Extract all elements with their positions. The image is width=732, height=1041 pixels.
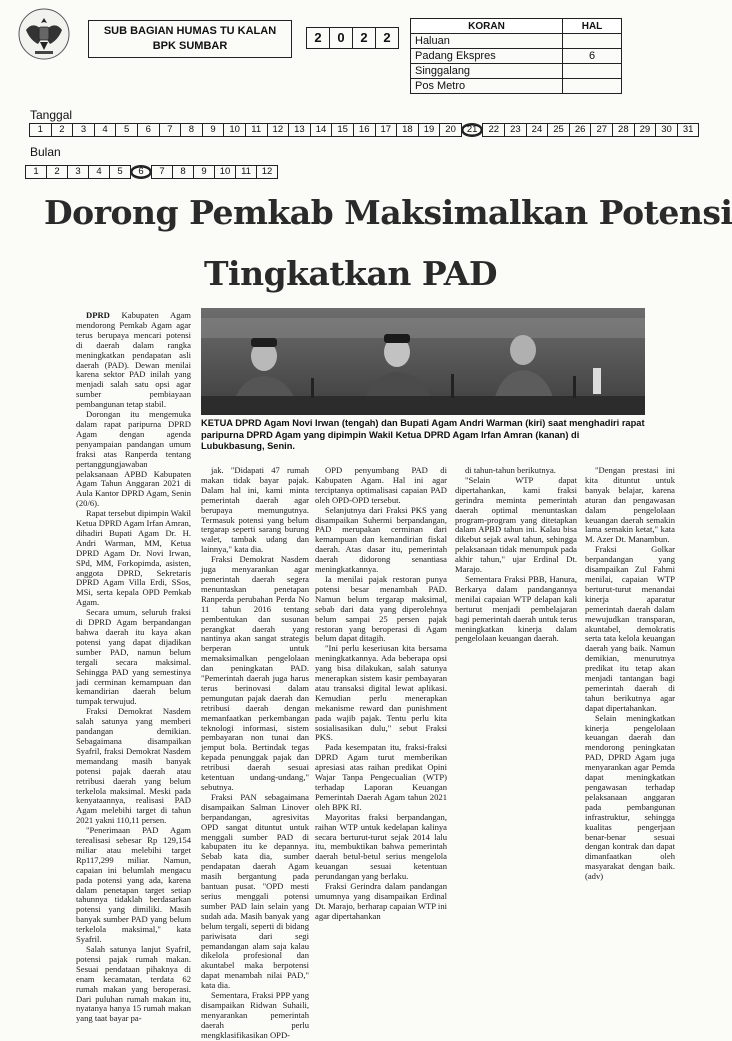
date-number: 28 — [612, 123, 635, 137]
article-paragraph: Pada kesempatan itu, fraksi-fraksi DPRD Agam turut memberikan apresiasi atas raihan predikat Opini Wajar Tanpa Pengecualian (WTP) terhadap Laporan Keuangan Pemerintah Daerah Agam tahun 2021 oleh BPK RI. — [315, 742, 447, 812]
article-column-3 — [315, 465, 447, 921]
article-paragraph: "Dengan prestasi ini kita dituntut untuk banyak belajar, karena aturan dan pengawasan dalam pengelolaan keuangan daerah semakin lama semakin ketat," kata M. Azer Dt. Manambun. — [585, 465, 675, 545]
article-paragraph: Fraksi Demokrat Nasdem salah satunya yang memberi pandangan demikian. Sebagaimana disampaikan Syafril, fraksi Demokrat Nasdem memandang masih banyak potensi pajak daerah atau retribusi daerah yang belum terkelola maksimal. Meski pada kenyataannya, realisasi PAD Agam melebihi target di tahun 2021 yakni 110,11 persen. — [76, 706, 191, 826]
date-number: 17 — [375, 123, 398, 137]
date-number: 19 — [418, 123, 441, 137]
lead-word: DPRD — [86, 310, 110, 320]
article-column-5 — [585, 466, 675, 916]
article-paragraph: DPRD Kabupaten Agam mendorong Pemkab Agam agar terus berupaya mencari potensi di daerah dalam rangka meningkatkan pendapatan asli daerah (PAD). Dewan menilai karena sektor PAD inilah yang menjadi salah satu opsi agar sumber pembiayaan pembangunan tetap stabil. — [76, 310, 191, 410]
year-digit: 2 — [352, 27, 376, 49]
date-number: 7 — [159, 123, 182, 137]
date-number: 3 — [67, 165, 89, 179]
newspaper-page — [563, 34, 622, 49]
date-number: 30 — [655, 123, 678, 137]
date-number: 15 — [331, 123, 354, 137]
date-number: 7 — [151, 165, 173, 179]
article-paragraph: Sementara, Fraksi PPP yang disampaikan Ridwan Suhaili, menyarankan pemerintah daerah perlu mengklasifikasikan OPD- — [201, 990, 309, 1040]
date-number: 14 — [310, 123, 333, 137]
date-number: 31 — [677, 123, 700, 137]
date-number: 1 — [29, 123, 52, 137]
article-paragraph: Selanjutnya dari Fraksi PKS yang disampaikan Suhermi berpandangan, PAD merupakan cerminan dari kemampuan dan kemandirian fiskal daerah. Atas dasar itu, pemerintah daerah didorong senantiasa meningkatkannya. — [315, 504, 447, 575]
newspaper-name: Haluan — [411, 34, 563, 49]
article-photo — [201, 308, 645, 415]
year-digit: 0 — [329, 27, 353, 49]
date-number: 16 — [353, 123, 376, 137]
newspaper-name: Padang Ekspres — [411, 49, 563, 64]
date-number: 8 — [180, 123, 203, 137]
newspaper-name: Singgalang — [411, 64, 563, 79]
date-number: 10 — [223, 123, 246, 137]
tanggal-row — [30, 123, 699, 137]
date-number: 6 — [130, 165, 152, 179]
date-number: 26 — [569, 123, 592, 137]
article-paragraph: "Selain WTP dapat dipertahankan, kami fraksi gerindra meminta pemerintah daerah optimal menuntaskan program-program yang ditetapkan dalam APBD tahun ini. Kalau bisa dikebut sejak awal tahun, sehingga pelaksanaan tidak menumpuk pada akhir tahun," ujar Erdinal Dt. Marajo. — [455, 474, 577, 575]
date-number: 27 — [590, 123, 613, 137]
article-paragraph: Ia menilai pajak restoran punya potensi besar menambah PAD. Namun belum tergarap maksimal, sebab dari data yang diperolehnya belum sampai 25 persen pajak restoran yang beroperasi di Agam belum dapat ditagih. — [315, 573, 447, 644]
date-number: 24 — [526, 123, 549, 137]
bulan-row — [26, 165, 278, 179]
article-paragraph: "Ini perlu keseriusan kita bersama meningkatkannya. Ada beberapa opsi yang bisa dilakukan, salah satunya menerapkan sistem kasir pembayaran atau transaksi digital lewat aplikasi. Kemudian perlu menerapkan mekanisme reward dan punishment pada wajib pajak. Tentu perlu kita sosialisasikan dulu," sebut Fraksi PKS. — [315, 643, 447, 743]
date-number: 10 — [214, 165, 236, 179]
table-row — [411, 79, 622, 94]
date-number: 12 — [267, 123, 290, 137]
date-number: 5 — [115, 123, 138, 137]
date-number: 29 — [634, 123, 657, 137]
date-number: 13 — [288, 123, 311, 137]
article-column-1 — [76, 310, 191, 1024]
photo-caption: KETUA DPRD Agam Novi Irwan (tengah) dan Bupati Agam Andri Warman (kiri) saat menghadiri rapat paripurna DPRD Agam yang dipimpin Wakil Ketua DPRD Agam Irfan Amran (kanan) di Lubukbasung, Senin. — [201, 418, 645, 451]
date-number: 22 — [482, 123, 505, 137]
article-paragraph: Selain meningkatkan kinerja pengelolaan keuangan daerah dan mendorong peningkatan PAD, DPRD Agam juga menyarankan agar Pemda dapat meningkatkan pengawasan terhadap pelaksanaan anggaran pada pembangunan infrastruktur, sehingga kualitas pengerjaan benar-benar sesuai dengan kontrak dan dapat dimanfaatkan oleh masyarakat dengan baik. (adv) — [585, 712, 675, 882]
table-row — [411, 49, 622, 64]
date-number: 2 — [51, 123, 74, 137]
article-paragraph: Fraksi Gerindra dalam pandangan umumnya yang disampaikan Erdinal Dt. Marajo, berharap capaian WTP ini agar dipertahankan — [315, 881, 447, 921]
date-number: 4 — [88, 165, 110, 179]
article-paragraph: "Penerimaan PAD Agam terealisasi sebesar Rp 129,154 miliar atau melebihi target Rp117,299 miliar. Namun, capaian ini belumlah mengacu pada potensi yang ada, karena dalam penetapan target setiap tahunnya tidaklah berdasarkan potensi yang dimiliki. Masih banyak sumber PAD yang belum terkelola maksimal," kata Syafril. — [76, 825, 191, 945]
hal-header: HAL — [563, 19, 622, 34]
article-paragraph: Rapat tersebut dipimpin Wakil Ketua DPRD Agam Irfan Amran, dihadiri Bupati Agam Dr. H. Andri Warman, MM, Ketua DPRD Agam Dr. Novi Irwan, SPd, MM, Forkopimda, asisten, anggota DPRD, Sekretaris DPRD Agam Villa Erdi, SSos, MSi, serta kepala OPD Pemkab Agam. — [76, 508, 191, 608]
article-paragraph: Fraksi Golkar berpandangan yang disampaikan Zul Fahmi menilai, capaian WTP berturut-turut menandai kinerja aparatur pemerintah daerah dalam mewujudkan transparan, akuntabel, demokratis serta tata kelola keuangan daerah yang baik. Namun demikian, menurutnya predikat itu tetap akan menjadi tantangan bagi pemerintah daerah di tahun berikutnya agar dapat dipertahankan. — [585, 544, 675, 713]
date-number: 20 — [439, 123, 462, 137]
date-number: 3 — [72, 123, 95, 137]
newspaper-table — [410, 18, 622, 94]
article-paragraph: di tahun-tahun berikutnya. — [465, 465, 556, 475]
date-number: 18 — [396, 123, 419, 137]
date-number: 23 — [504, 123, 527, 137]
article-paragraph: Sementara Fraksi PBB, Hanura, Berkarya dalam pandangannya menilai capaian WTP delapan kali berturut menjadi pembelajaran bagi pemerintah daerah untuk terus meningkatkan kinerja dalam pengelolaan keuangan daerah. — [455, 573, 577, 644]
office-label-box — [88, 20, 292, 58]
date-number: 2 — [46, 165, 68, 179]
office-line-1: SUB BAGIAN HUMAS TU KALAN — [103, 25, 277, 37]
date-number: 21 — [461, 123, 484, 137]
date-number: 25 — [547, 123, 570, 137]
newspaper-page — [563, 79, 622, 94]
year-digit: 2 — [306, 27, 330, 49]
date-number: 1 — [25, 165, 47, 179]
article-paragraph: Secara umum, seluruh fraksi di DPRD Agam berpandangan bahwa daerah itu kaya akan potensi yang dapat dijadikan sumber PAD, namun belum tergali secara maksimal. Sehingga PAD yang semestinya jadi cerminan kemampuan dan kemandirian daerah belum tumpak terwujud. — [76, 607, 191, 707]
newspaper-page — [563, 64, 622, 79]
newspaper-name: Pos Metro — [411, 79, 563, 94]
article-paragraph: OPD penyumbang PAD di Kabupaten Agam. Hal ini agar terciptanya optimalisasi capaian PAD oleh OPD-OPD tersebut. — [315, 465, 447, 505]
garuda-emblem-icon — [18, 8, 70, 60]
article-paragraph: Fraksi PAN sebagaimana disampaikan Salman Linover berpandangan, agresivitas OPD sangat dituntut untuk menggali sumber PAD di kabupaten itu ke depannya. Sebab kata dia, sumber pendapatan daerah Agam masih bergantung pada bantuan pusat. "OPD mesti serius menggali potensi sumber PAD lain selain yang sudah ada. Masih banyak yang belum tergali, seperti di bidang pariwisata dari segi pemandangan alam saja kalau dikelola profesional dan akuntabel maka berpotensi dapat menambah nilai PAD," kata dia. — [201, 791, 309, 991]
article-paragraph: Fraksi Demokrat Nasdem juga menyarankan agar pemerintah daerah segera menuntaskan penetapan Ranperda perubahan Perda No 11 tahun 2016 tentang pembentukan dan susunan perangkat daerah yang nantinya akan sangat strategis berperan untuk memaksimalkan pengelolaan dan peningkatan PAD. "Pemerintah daerah juga harus terus berinovasi dalam pemungutan pajak daerah dan retribusi daerah dengan memanfaatkan perkembangan teknologi informasi, sistem pembayaran non tunai dan jemput bola. Bertindak tegas kepada penunggak pajak dan retribusi daerah sesuai ketentuan undang-undang," sebutnya. — [201, 554, 309, 792]
koran-header: KORAN — [411, 19, 563, 34]
article-column-2 — [201, 465, 309, 1040]
date-number: 11 — [235, 165, 257, 179]
date-number: 9 — [193, 165, 215, 179]
newspaper-page: 6 — [563, 49, 622, 64]
article-paragraph: Mayoritas fraksi berpandangan, raihan WTP untuk kedelapan kalinya secara berturut-turut sejak 2014 lalu itu, membuktikan bahwa pemerintah daerah betul-betul serius mengelola keuangan sesuai ketentuan perundangan yang berlaku. — [315, 811, 447, 882]
article-paragraph: Dorongan itu mengemuka dalam rapat paripurna DPRD Agam dengan agenda penyampaian pandangan umum fraksi atas Ranperda tentang pertanggungjawaban pelaksanaan APBD Kabupaten Agam Tahun Anggaran 2021 di Aula Kantor DPRD Agam, Senin (20/6). — [76, 409, 191, 509]
date-number: 6 — [137, 123, 160, 137]
date-number: 8 — [172, 165, 194, 179]
date-number: 11 — [245, 123, 268, 137]
article-paragraph: jak. "Didapati 47 rumah makan tidak bayar pajak. Dalam hal ini, kami minta pemerintah daerah agar berupaya memungutnya. Termasuk potensi yang belum tergarap seperti sarang burung walet, tambak udang dan lainnya," kata dia. — [201, 465, 309, 555]
office-line-2: BPK SUMBAR — [152, 40, 228, 52]
table-row — [411, 34, 622, 49]
bulan-label: Bulan — [30, 145, 61, 159]
headline-line-2: Tingkatkan PAD — [204, 254, 498, 293]
date-number: 5 — [109, 165, 131, 179]
article-paragraph: Salah satunya lanjut Syafril, potensi pajak rumah makan. Sesuai pendataan pihaknya di enam kecamatan, terdata 62 rumah makan yang beroperasi. Dari puluhan rumah makan itu, nyatanya hanya 15 rumah makan yang taat bayar pa- — [76, 944, 191, 1024]
table-row — [411, 64, 622, 79]
tanggal-label: Tanggal — [30, 108, 73, 122]
year-box — [307, 27, 399, 49]
date-number: 4 — [94, 123, 117, 137]
date-number: 12 — [256, 165, 278, 179]
headline-line-1: Dorong Pemkab Maksimalkan Potensi — [44, 193, 732, 232]
year-digit: 2 — [375, 27, 399, 49]
article-column-4 — [455, 466, 577, 916]
newspaper-table-header — [411, 19, 622, 34]
date-number: 9 — [202, 123, 225, 137]
